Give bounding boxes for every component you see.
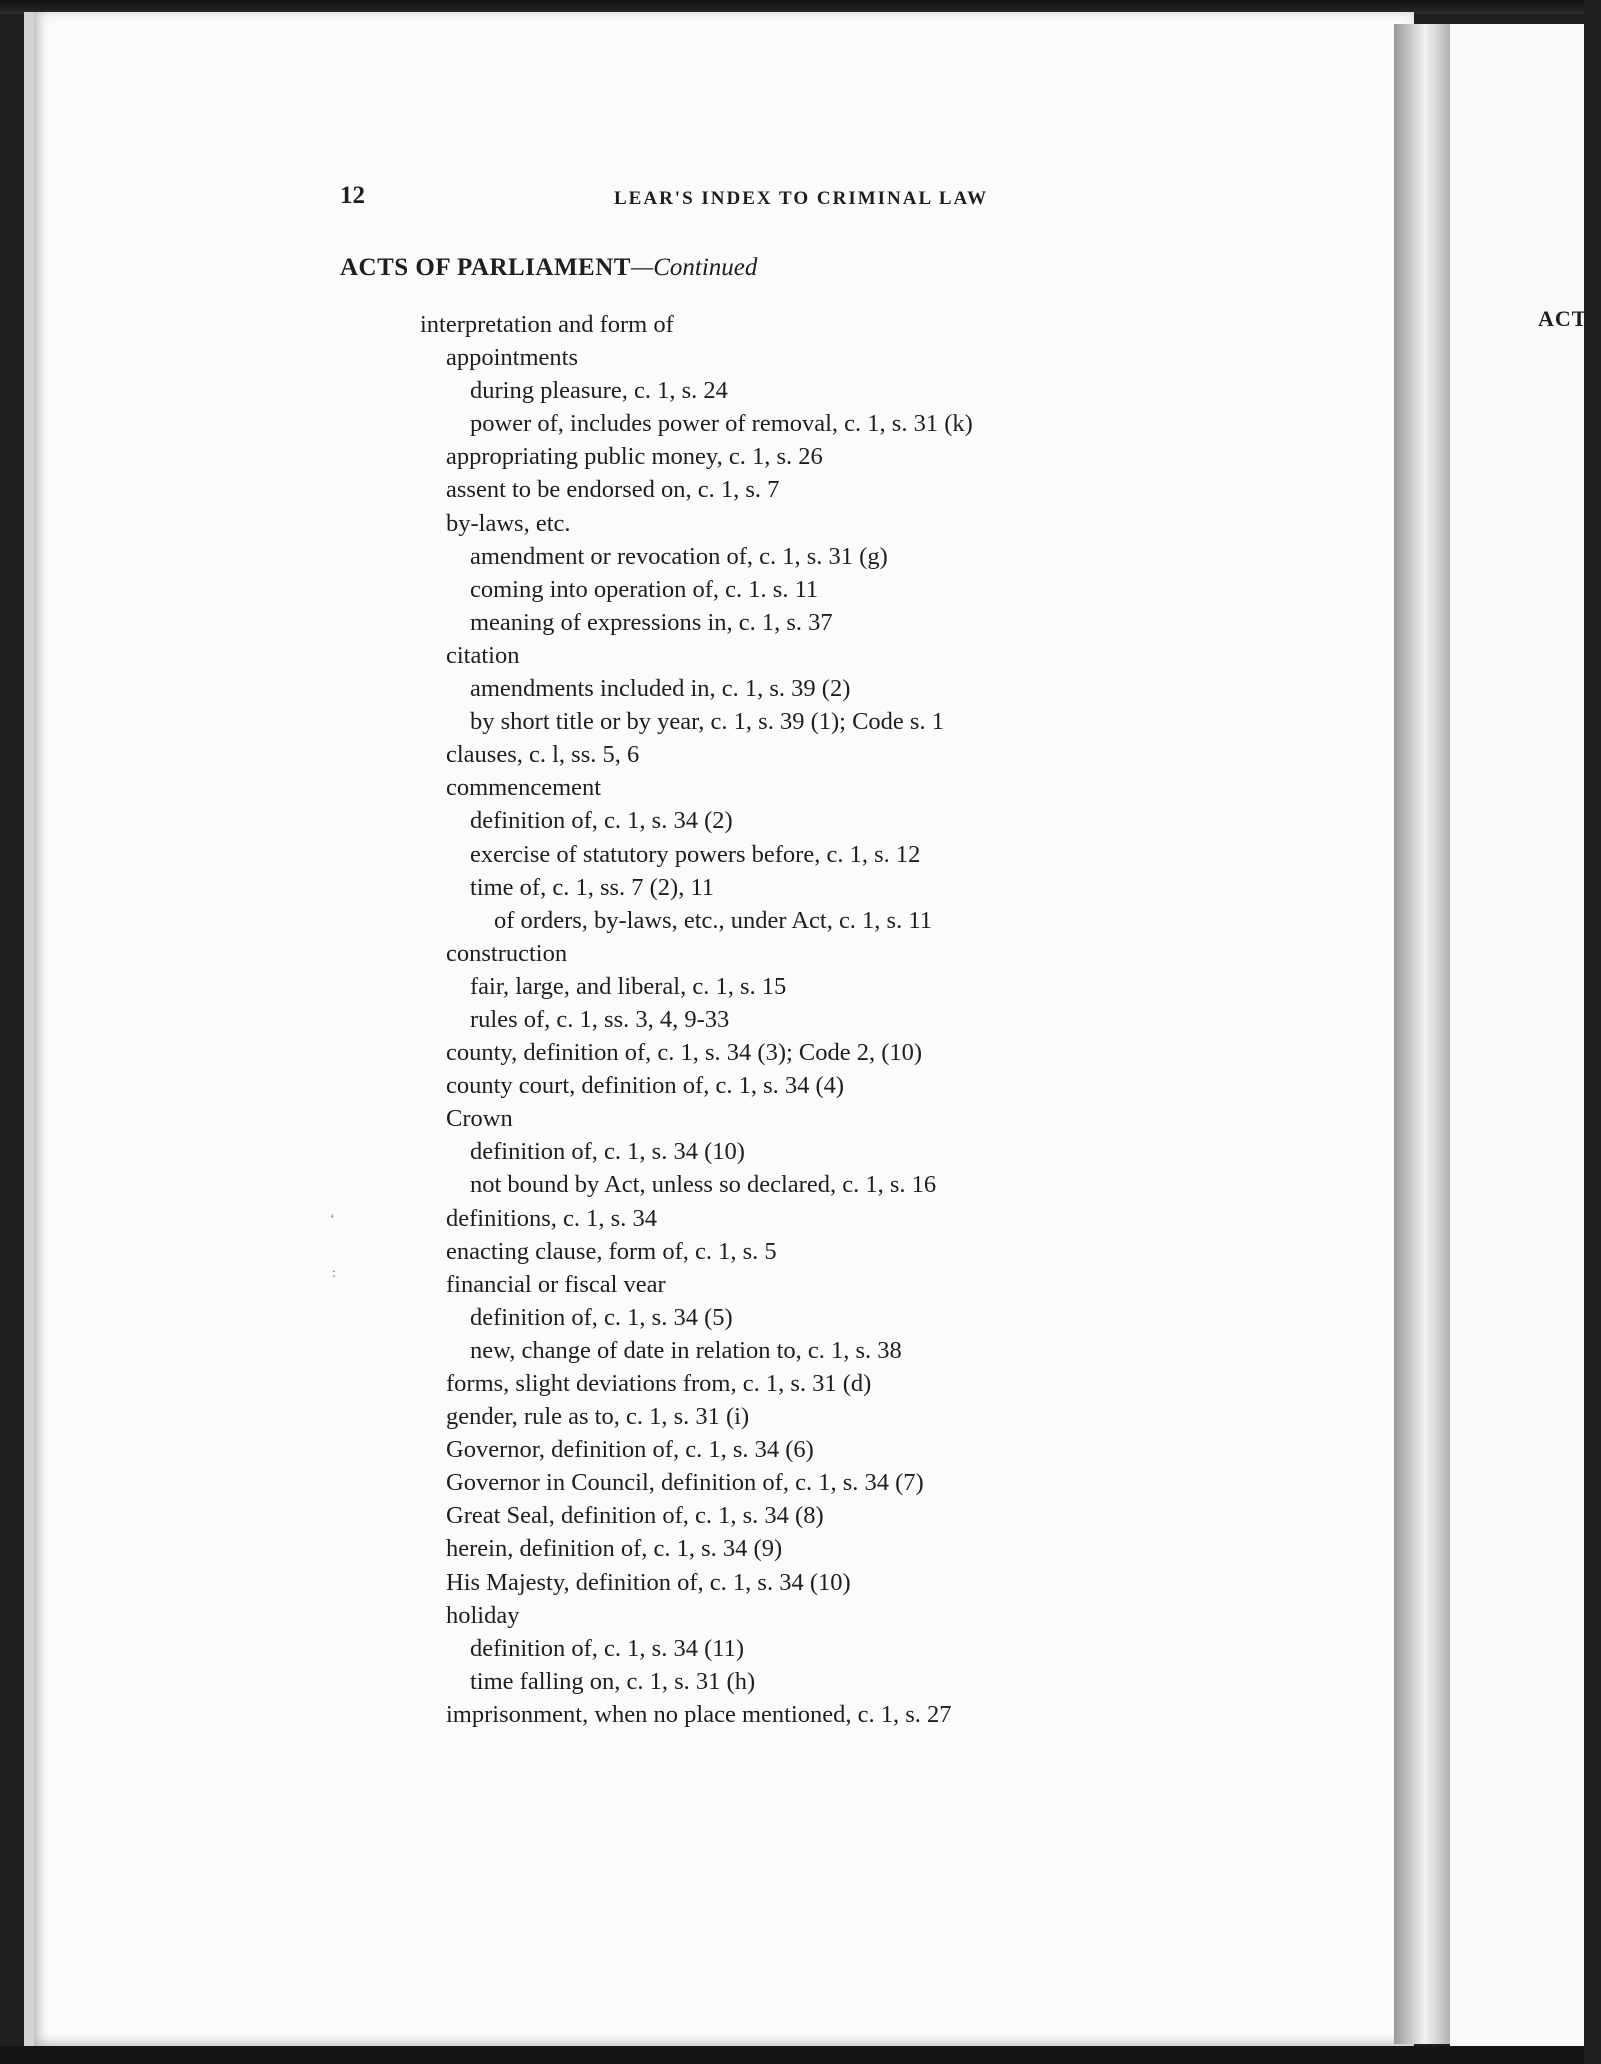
index-entries bbox=[34, 308, 1414, 1731]
index-entry: imprisonment, when no place mentioned, c. 1, s. 27 bbox=[446, 1700, 952, 1728]
index-entry: definitions, c. 1, s. 34 bbox=[446, 1204, 657, 1232]
book-gutter bbox=[1394, 24, 1450, 2044]
index-entry: interpretation and form of bbox=[420, 311, 674, 338]
section-heading-title: ACTS OF PARLIAMENT bbox=[340, 254, 631, 281]
margin-mark: : bbox=[332, 1266, 336, 1281]
index-entry: definition of, c. 1, s. 34 (11) bbox=[470, 1634, 744, 1662]
facing-page-header: ACTS bbox=[1538, 306, 1601, 331]
index-entry: meaning of expressions in, c. 1, s. 37 bbox=[470, 608, 833, 636]
index-entry: county, definition of, c. 1, s. 34 (3); Code 2, (10) bbox=[446, 1039, 923, 1067]
index-entry: time of, c. 1, ss. 7 (2), 11 bbox=[470, 873, 715, 901]
index-entry: forms, slight deviations from, c. 1, s. 31 (d) bbox=[446, 1370, 872, 1397]
left-page bbox=[24, 12, 1414, 2048]
index-entry: Great Seal, definition of, c. 1, s. 34 (8) bbox=[446, 1502, 824, 1530]
index-entry: by-laws, etc. bbox=[446, 509, 571, 537]
section-heading bbox=[340, 254, 757, 282]
index-entry: amendments included in, c. 1, s. 39 (2) bbox=[470, 675, 851, 703]
index-entry: fair, large, and liberal, c. 1, s. 15 bbox=[470, 972, 787, 1000]
index-entry: definition of, c. 1, s. 34 (5) bbox=[470, 1303, 733, 1331]
index-entry: appropriating public money, c. 1, s. 26 bbox=[446, 443, 823, 471]
index-entry: appointments bbox=[446, 344, 579, 372]
index-entry: by short title or by year, c. 1, s. 39 (1); Code s. 1 bbox=[470, 708, 944, 736]
index-entry: definition of, c. 1, s. 34 (10) bbox=[470, 1138, 745, 1166]
index-entry: county court, definition of, c. 1, s. 34 (4) bbox=[446, 1072, 845, 1100]
index-entry: of orders, by-laws, etc., under Act, c. 1, s. 11 bbox=[494, 906, 932, 934]
index-entry: power of, includes power of removal, c. 1, s. 31 (k) bbox=[470, 410, 973, 438]
index-entry: not bound by Act, unless so declared, c. 1, s. 16 bbox=[470, 1171, 937, 1199]
index-entry: Governor in Council, definition of, c. 1, s. 34 (7) bbox=[446, 1469, 924, 1497]
index-entry: financial or fiscal vear bbox=[446, 1270, 666, 1298]
index-entry: time falling on, c. 1, s. 31 (h) bbox=[470, 1667, 756, 1695]
index-entry: clauses, c. l, ss. 5, 6 bbox=[446, 741, 640, 769]
section-heading-continued: —Continued bbox=[630, 254, 758, 281]
index-entry: coming into operation of, c. 1. s. 11 bbox=[470, 575, 819, 603]
index-entry: Crown bbox=[446, 1105, 513, 1133]
index-entry: herein, definition of, c. 1, s. 34 (9) bbox=[446, 1535, 783, 1563]
index-entry: commencement bbox=[446, 774, 602, 802]
index-entry: rules of, c. 1, ss. 3, 4, 9-33 bbox=[470, 1005, 730, 1033]
scan-bottom-edge bbox=[0, 2046, 1584, 2064]
index-entry: gender, rule as to, c. 1, s. 31 (i) bbox=[446, 1403, 750, 1431]
index-entry: amendment or revocation of, c. 1, s. 31 (g) bbox=[470, 542, 888, 570]
running-head: LEAR'S INDEX TO CRIMINAL LAW bbox=[614, 188, 989, 209]
index-entry: definition of, c. 1, s. 34 (2) bbox=[470, 807, 733, 835]
right-page bbox=[1450, 24, 1601, 2054]
page-number: 12 bbox=[340, 182, 365, 209]
index-entry: during pleasure, c. 1, s. 24 bbox=[470, 377, 728, 405]
index-entry: exercise of statutory powers before, c. 1, s. 12 bbox=[470, 840, 921, 868]
index-entry: Governor, definition of, c. 1, s. 34 (6) bbox=[446, 1436, 814, 1464]
index-entry: holiday bbox=[446, 1601, 520, 1629]
index-entry: His Majesty, definition of, c. 1, s. 34 (10) bbox=[446, 1568, 851, 1596]
margin-mark: ‘ bbox=[330, 1212, 335, 1227]
index-entry: enacting clause, form of, c. 1, s. 5 bbox=[446, 1237, 777, 1265]
index-entry: citation bbox=[446, 641, 520, 669]
index-entry: construction bbox=[446, 939, 568, 967]
index-entry: new, change of date in relation to, c. 1, s. 38 bbox=[470, 1336, 902, 1364]
index-entry: assent to be endorsed on, c. 1, s. 7 bbox=[446, 476, 780, 504]
